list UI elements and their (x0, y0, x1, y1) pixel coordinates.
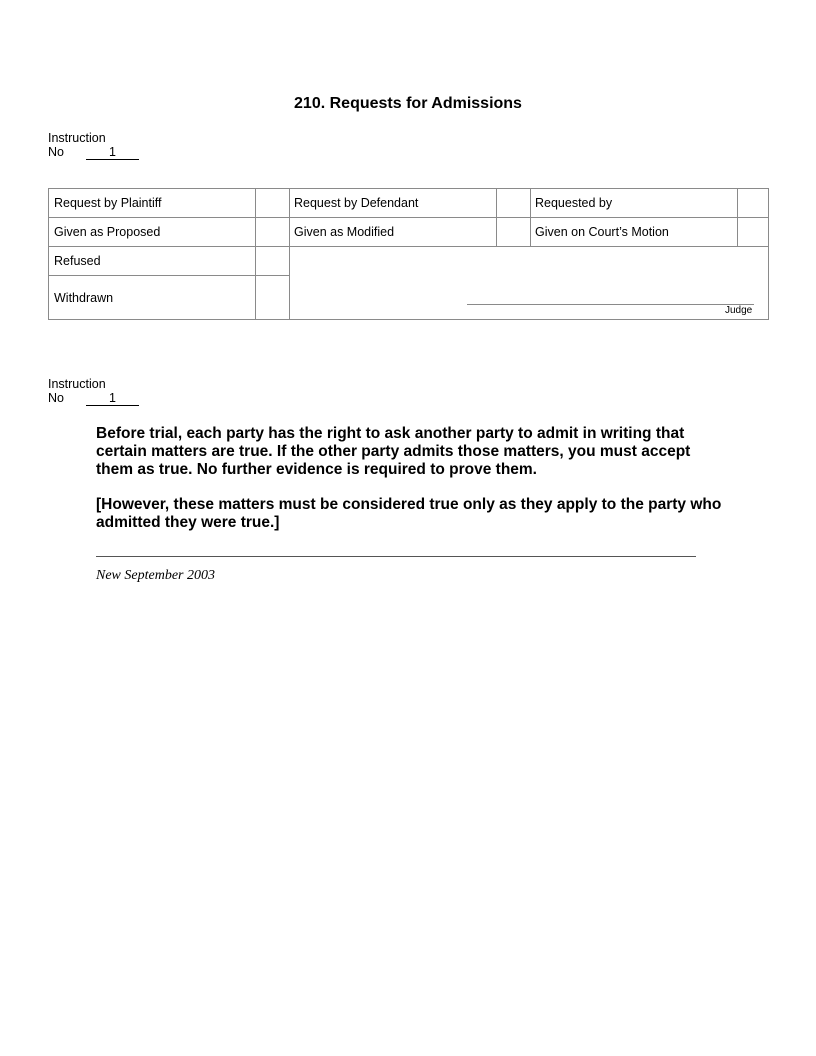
given-as-proposed-checkbox[interactable] (256, 218, 289, 246)
page-title: 210. Requests for Admissions (294, 95, 522, 112)
instruction-label: Instruction (48, 377, 106, 391)
given-as-modified-label: Given as Modified (294, 225, 395, 239)
request-by-defendant-checkbox[interactable] (497, 189, 530, 217)
history-note: New September 2003 (96, 568, 215, 583)
instruction-no-label: No (48, 145, 64, 159)
given-as-modified-checkbox[interactable] (497, 218, 530, 246)
instruction-no-value[interactable]: 1 (86, 392, 139, 406)
request-by-plaintiff-checkbox[interactable] (256, 189, 289, 217)
instruction-paragraph: Before trial, each party has the right to ask another party to admit in writing that certain matters are true. If the other party admits those matters, you must accept them as true. No further evidence is required to prove them. (96, 425, 691, 478)
instruction-no-value[interactable]: 1 (86, 146, 139, 160)
withdrawn-checkbox[interactable] (256, 276, 289, 319)
judge-label: Judge (725, 305, 753, 316)
withdrawn-label: Withdrawn (54, 290, 114, 305)
instruction-number-block (48, 377, 139, 406)
given-on-courts-motion-label: Given on Court’s Motion (535, 225, 669, 239)
instruction-no-label: No (48, 391, 64, 405)
judge-signature-line[interactable] (467, 304, 754, 305)
requested-by-checkbox[interactable] (738, 189, 768, 217)
refused-checkbox[interactable] (256, 247, 289, 275)
given-as-proposed-label: Given as Proposed (54, 225, 161, 239)
requested-by-label: Requested by (535, 196, 613, 210)
refused-label: Refused (54, 254, 101, 268)
given-on-courts-motion-checkbox[interactable] (738, 218, 768, 246)
instruction-bracketed-paragraph: [However, these matters must be considered true only as they apply to the party who admitted they were true.] (96, 496, 722, 531)
request-by-defendant-label: Request by Defendant (294, 196, 419, 210)
divider-rule (96, 556, 696, 557)
instruction-number-block (48, 131, 139, 160)
request-by-plaintiff-label: Request by Plaintiff (54, 196, 162, 210)
instruction-label: Instruction (48, 131, 106, 145)
disposition-table (48, 188, 769, 320)
